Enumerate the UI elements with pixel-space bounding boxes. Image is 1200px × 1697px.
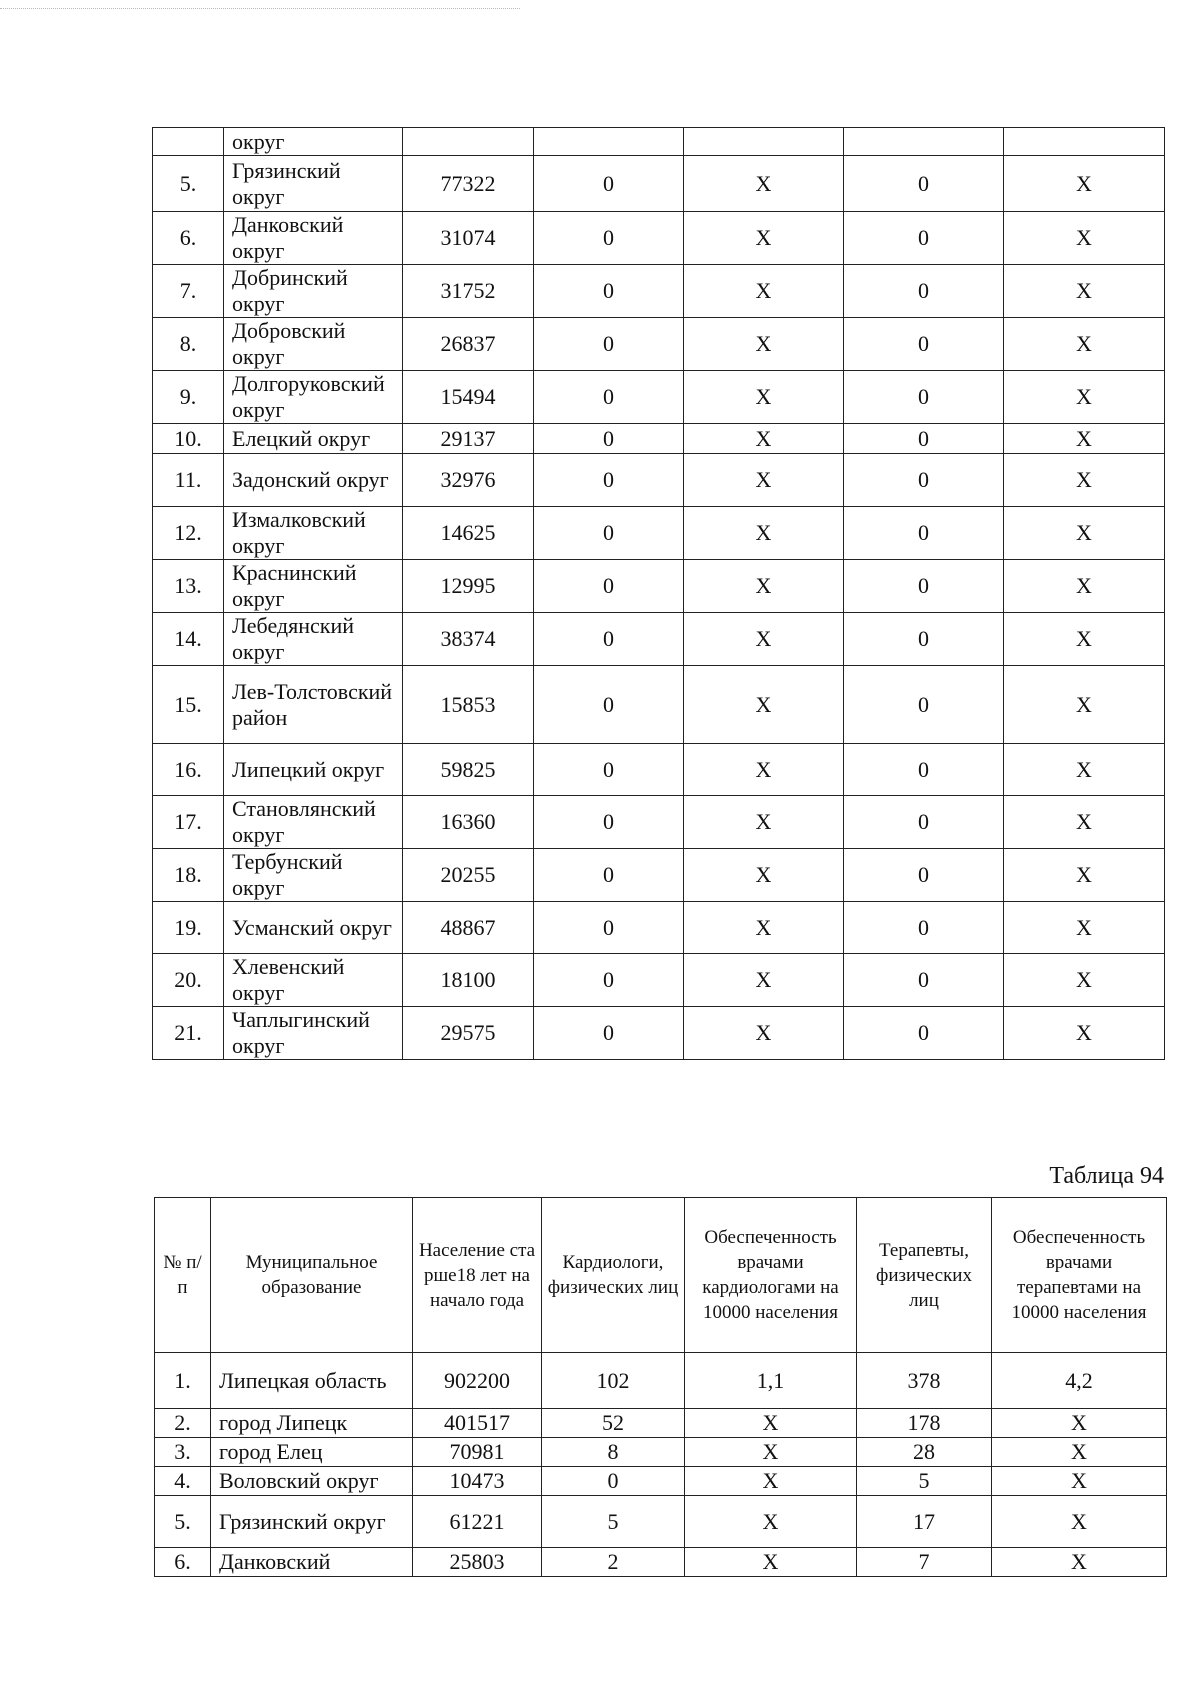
value-c2: 0: [534, 318, 684, 371]
value-c3: X: [684, 796, 844, 849]
row-number: 7.: [153, 265, 224, 318]
value-cardiologists: 5: [542, 1496, 685, 1548]
value-c4: 0: [844, 849, 1004, 902]
row-number: 12.: [153, 507, 224, 560]
municipality-name: Лебедянский округ: [224, 613, 403, 666]
municipality-name: Липецкий округ: [224, 744, 403, 796]
value-c5: X: [1004, 156, 1165, 212]
table-continuation: [152, 127, 1165, 1060]
table-row: [155, 1548, 1167, 1577]
table-row: [153, 796, 1165, 849]
value-c3: X: [684, 849, 844, 902]
row-number: 8.: [153, 318, 224, 371]
header-num: № п/п: [155, 1198, 211, 1353]
table-row: [155, 1409, 1167, 1438]
municipality-name: Данковский: [211, 1548, 413, 1577]
value-c3: X: [684, 371, 844, 424]
municipality-name: Долгоруковский округ: [224, 371, 403, 424]
value-therapists: 28: [857, 1438, 992, 1467]
municipality-name: Тербунский округ: [224, 849, 403, 902]
value-c1: 31074: [403, 212, 534, 265]
value-c4: 0: [844, 212, 1004, 265]
value-c3: X: [684, 902, 844, 954]
table-row: [153, 560, 1165, 613]
row-number: 5.: [153, 156, 224, 212]
value-c1: 15494: [403, 371, 534, 424]
value-cardio-supply: X: [685, 1467, 857, 1496]
table-row: [153, 128, 1165, 156]
municipality-name: Краснинский округ: [224, 560, 403, 613]
municipality-name: город Липецк: [211, 1409, 413, 1438]
value-cardio-supply: X: [685, 1548, 857, 1577]
value-c5: X: [1004, 371, 1165, 424]
row-number: 3.: [155, 1438, 211, 1467]
value-c4: 0: [844, 902, 1004, 954]
municipality-name: Усманский округ: [224, 902, 403, 954]
value-population: 902200: [413, 1353, 542, 1409]
municipality-name: Хлевенский округ: [224, 954, 403, 1007]
value-c4: 0: [844, 613, 1004, 666]
value-c3: [684, 128, 844, 156]
value-c1: 14625: [403, 507, 534, 560]
row-number: 14.: [153, 613, 224, 666]
value-c5: X: [1004, 212, 1165, 265]
value-c2: 0: [534, 1007, 684, 1060]
table-caption: Таблица 94: [1049, 1163, 1164, 1189]
value-c2: 0: [534, 849, 684, 902]
value-therapists: 17: [857, 1496, 992, 1548]
table-row: [155, 1438, 1167, 1467]
value-c3: X: [684, 156, 844, 212]
value-c3: X: [684, 454, 844, 507]
value-c4: 0: [844, 371, 1004, 424]
table-continuation-body: [153, 128, 1165, 1060]
row-number: 11.: [153, 454, 224, 507]
value-c3: X: [684, 954, 844, 1007]
value-c2: 0: [534, 371, 684, 424]
row-number: 19.: [153, 902, 224, 954]
value-therapy-supply: X: [992, 1467, 1167, 1496]
value-therapists: 178: [857, 1409, 992, 1438]
row-number: 5.: [155, 1496, 211, 1548]
row-number: 2.: [155, 1409, 211, 1438]
value-c5: X: [1004, 744, 1165, 796]
value-c4: 0: [844, 454, 1004, 507]
value-c4: 0: [844, 796, 1004, 849]
value-therapy-supply: X: [992, 1438, 1167, 1467]
value-c1: 29137: [403, 424, 534, 454]
value-c4: [844, 128, 1004, 156]
value-c5: X: [1004, 507, 1165, 560]
value-cardiologists: 102: [542, 1353, 685, 1409]
value-c1: [403, 128, 534, 156]
value-therapists: 378: [857, 1353, 992, 1409]
value-c2: 0: [534, 212, 684, 265]
value-c3: X: [684, 560, 844, 613]
value-c1: 18100: [403, 954, 534, 1007]
value-population: 70981: [413, 1438, 542, 1467]
table-94-body: [155, 1353, 1167, 1577]
table-row: [153, 902, 1165, 954]
row-number: 21.: [153, 1007, 224, 1060]
value-therapy-supply: X: [992, 1409, 1167, 1438]
value-c2: 0: [534, 265, 684, 318]
value-c2: 0: [534, 744, 684, 796]
value-c5: X: [1004, 318, 1165, 371]
table-row: [155, 1467, 1167, 1496]
row-number: 6.: [155, 1548, 211, 1577]
value-c5: X: [1004, 849, 1165, 902]
value-c3: X: [684, 744, 844, 796]
value-c5: X: [1004, 454, 1165, 507]
row-number: 17.: [153, 796, 224, 849]
value-c1: 48867: [403, 902, 534, 954]
value-c2: 0: [534, 424, 684, 454]
value-c1: 31752: [403, 265, 534, 318]
value-therapy-supply: X: [992, 1548, 1167, 1577]
table-row: [153, 666, 1165, 744]
table-row: [153, 1007, 1165, 1060]
row-number: 10.: [153, 424, 224, 454]
table-row: [153, 156, 1165, 212]
value-c3: X: [684, 613, 844, 666]
value-c5: X: [1004, 954, 1165, 1007]
value-c3: X: [684, 424, 844, 454]
municipality-name: Чаплыгинский округ: [224, 1007, 403, 1060]
value-cardio-supply: X: [685, 1496, 857, 1548]
value-c1: 59825: [403, 744, 534, 796]
value-c1: 15853: [403, 666, 534, 744]
value-c1: 12995: [403, 560, 534, 613]
table-row: [155, 1353, 1167, 1409]
municipality-name: Добровский округ: [224, 318, 403, 371]
table-row: [153, 265, 1165, 318]
value-c5: X: [1004, 796, 1165, 849]
value-population: 25803: [413, 1548, 542, 1577]
municipality-name: Грязинский округ: [211, 1496, 413, 1548]
value-c2: 0: [534, 666, 684, 744]
row-number: 13.: [153, 560, 224, 613]
value-c2: [534, 128, 684, 156]
table-row: [153, 454, 1165, 507]
municipality-name: Измалковский округ: [224, 507, 403, 560]
value-c4: 0: [844, 666, 1004, 744]
value-c4: 0: [844, 560, 1004, 613]
value-c3: X: [684, 212, 844, 265]
municipality-name: Воловский округ: [211, 1467, 413, 1496]
value-c5: X: [1004, 1007, 1165, 1060]
value-cardio-supply: 1,1: [685, 1353, 857, 1409]
value-cardio-supply: X: [685, 1438, 857, 1467]
value-c1: 26837: [403, 318, 534, 371]
value-cardiologists: 52: [542, 1409, 685, 1438]
municipality-name: город Елец: [211, 1438, 413, 1467]
value-cardiologists: 2: [542, 1548, 685, 1577]
row-number: 15.: [153, 666, 224, 744]
value-c5: X: [1004, 424, 1165, 454]
header-name: Муниципальное образование: [211, 1198, 413, 1353]
municipality-name: Липецкая область: [211, 1353, 413, 1409]
row-number: 9.: [153, 371, 224, 424]
municipality-name: Задонский округ: [224, 454, 403, 507]
header-population: Население старше18 лет на начало года: [413, 1198, 542, 1353]
value-c2: 0: [534, 507, 684, 560]
municipality-name: Елецкий округ: [224, 424, 403, 454]
table-row: [153, 954, 1165, 1007]
table-row: [153, 212, 1165, 265]
value-therapists: 5: [857, 1467, 992, 1496]
value-cardiologists: 0: [542, 1467, 685, 1496]
municipality-name: Становлянский округ: [224, 796, 403, 849]
value-c4: 0: [844, 744, 1004, 796]
value-c4: 0: [844, 156, 1004, 212]
value-c4: 0: [844, 265, 1004, 318]
value-c2: 0: [534, 796, 684, 849]
table-row: [153, 507, 1165, 560]
value-therapists: 7: [857, 1548, 992, 1577]
value-population: 10473: [413, 1467, 542, 1496]
row-number: 4.: [155, 1467, 211, 1496]
table-row: [155, 1496, 1167, 1548]
value-c5: X: [1004, 560, 1165, 613]
table-header-row: [155, 1198, 1167, 1353]
value-c1: 29575: [403, 1007, 534, 1060]
row-number: 20.: [153, 954, 224, 1007]
table-94: [154, 1197, 1167, 1577]
row-number: 16.: [153, 744, 224, 796]
header-therapy-supply: Обеспеченность врачами терапевтами на 10000 населения: [992, 1198, 1167, 1353]
value-therapy-supply: X: [992, 1496, 1167, 1548]
value-c3: X: [684, 318, 844, 371]
value-c4: 0: [844, 954, 1004, 1007]
value-population: 61221: [413, 1496, 542, 1548]
municipality-name: округ: [224, 128, 403, 156]
row-number: 18.: [153, 849, 224, 902]
row-number: 1.: [155, 1353, 211, 1409]
table-row: [153, 318, 1165, 371]
value-c4: 0: [844, 1007, 1004, 1060]
value-c4: 0: [844, 424, 1004, 454]
value-therapy-supply: 4,2: [992, 1353, 1167, 1409]
value-cardio-supply: X: [685, 1409, 857, 1438]
value-c1: 77322: [403, 156, 534, 212]
table-row: [153, 613, 1165, 666]
value-c2: 0: [534, 156, 684, 212]
header-cardiologists: Кардиологи, физических лиц: [542, 1198, 685, 1353]
value-population: 401517: [413, 1409, 542, 1438]
municipality-name: Данковский округ: [224, 212, 403, 265]
value-c1: 16360: [403, 796, 534, 849]
value-c5: X: [1004, 613, 1165, 666]
table-row: [153, 424, 1165, 454]
value-c5: [1004, 128, 1165, 156]
value-cardiologists: 8: [542, 1438, 685, 1467]
value-c5: X: [1004, 666, 1165, 744]
value-c2: 0: [534, 560, 684, 613]
value-c2: 0: [534, 954, 684, 1007]
value-c2: 0: [534, 454, 684, 507]
table-row: [153, 371, 1165, 424]
row-number: [153, 128, 224, 156]
municipality-name: Добринский округ: [224, 265, 403, 318]
municipality-name: Лев-Толстовский район: [224, 666, 403, 744]
value-c1: 20255: [403, 849, 534, 902]
header-cardio-supply: Обеспеченность врачами кардиологами на 10000 населения: [685, 1198, 857, 1353]
value-c5: X: [1004, 902, 1165, 954]
header-therapists: Терапевты, физических лиц: [857, 1198, 992, 1353]
value-c2: 0: [534, 613, 684, 666]
value-c5: X: [1004, 265, 1165, 318]
value-c3: X: [684, 666, 844, 744]
value-c4: 0: [844, 507, 1004, 560]
value-c4: 0: [844, 318, 1004, 371]
value-c3: X: [684, 507, 844, 560]
value-c2: 0: [534, 902, 684, 954]
value-c1: 32976: [403, 454, 534, 507]
table-row: [153, 744, 1165, 796]
value-c3: X: [684, 265, 844, 318]
row-number: 6.: [153, 212, 224, 265]
municipality-name: Грязинский округ: [224, 156, 403, 212]
value-c3: X: [684, 1007, 844, 1060]
table-row: [153, 849, 1165, 902]
scan-edge-line: [0, 8, 520, 9]
value-c1: 38374: [403, 613, 534, 666]
